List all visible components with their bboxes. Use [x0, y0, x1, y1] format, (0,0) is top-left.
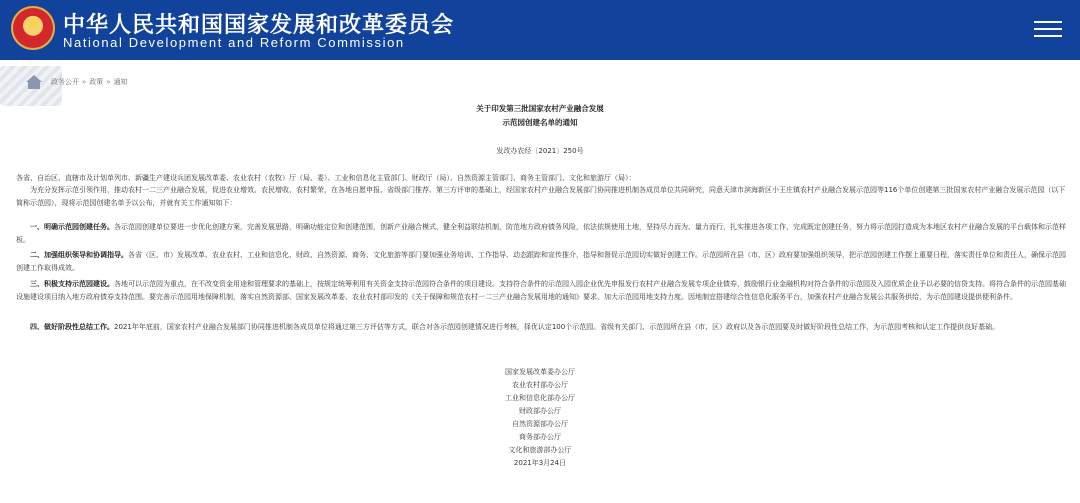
site-title-cn: 中华人民共和国国家发展和改革委员会: [63, 13, 455, 38]
signatory: 国家发展改革委办公厅: [505, 368, 575, 376]
section-text: 各省（区、市）发展改革、农业农村、工业和信息化、财政、自然资源、商务、文化旅游等部门要加强业务培训、工作指导、动态跟踪和宣传推介，指导和督促示范园切实做好创建工作。示范园所在县（市、区）政府要加强组织领导，把示范园创建工作摆上重要日程，落实责任单位和责任人，确保示范园创建工作取得成效。: [16, 251, 1066, 272]
doc-title-line1: 关于印发第三批国家农村产业融合发展: [476, 104, 604, 113]
signatory: 文化和旅游部办公厅: [508, 446, 572, 454]
doc-section-2: [16, 249, 1066, 274]
section-lead: 四、做好阶段性总结工作。: [30, 323, 114, 331]
breadcrumb-sep: »: [106, 78, 111, 86]
signatory: 商务部办公厅: [519, 433, 561, 441]
doc-intro: 为充分发挥示范引领作用，推动农村一二三产业融合发展，促进农业增效、农民增收、农村繁荣，在各地自愿申报、省级部门推荐、第三方评审的基础上，经国家农村产业融合发展部门协同推进机制各成员单位共同研究，同意天津市滨海新区小王庄镇农村产业融合发展示范园等116个单位创建第三批国家农村产业融合发展示范园（以下简称示范园），现将示范园创建名单予以公布，并就有关工作通知如下：: [16, 186, 1066, 207]
doc-addressee: 各省、自治区、直辖市及计划单列市、新疆生产建设兵团发展改革委、农业农村（农牧）厅（局、委）、工业和信息化主管部门、财政厅（局）、自然资源主管部门、商务主管部门、文化和旅游厅（局）：: [16, 174, 636, 182]
section-text: 2021年年底前，国家农村产业融合发展部门协同推进机制各成员单位将通过第三方评估等方式，联合对各示范园创建情况进行考核，择优认定100个示范园。省级有关部门、示范园所在县（市、区）政府以及各示范园要及时做好阶段性总结工作，为示范园考核和认定工作提供良好基础。: [114, 323, 1000, 331]
national-emblem-icon: ★: [11, 6, 55, 50]
doc-section-4: [16, 321, 1066, 334]
section-text: 各地可以示范园为重点，在不改变资金用途和管理要求的基础上，按规定统筹利用有关资金支持示范园符合条件的项目建设。支持符合条件的示范园入园企业优先申报发行农村产业融合发展专项企业债券，鼓励银行业金融机构对符合条件的示范园及入园优质企业予以必要的信贷支持。将符合条件的示范园基础设施建设项目纳入地方政府债券支持范围。要完善示范园用地保障机制，落实自然资源部、国家发展改革委、农业农村部印发的《关于保障和规范农村一二三产业融合发展用地的通知》要求，加大示范园用地支持力度。因地制宜搭建综合性信息化服务平台，加强农村产业融合发展公共服务供给，为示范园建设提供便利条件。: [16, 280, 1066, 301]
section-text: 各示范园创建单位要进一步优化创建方案，完善发展思路，明确功能定位和创建范围，创新产业融合模式，健全利益联结机制，防范地方政府债务风险，依法依规使用土地，坚持尽力而为、量力而行，扎实推进各项工作，完成既定创建任务，努力将示范园打造成为本地区农村产业融合发展的平台载体和示范样板。: [16, 223, 1066, 244]
section-lead: 三、积极支持示范园建设。: [30, 280, 114, 288]
doc-section-1: [16, 221, 1066, 246]
home-icon[interactable]: [24, 73, 44, 91]
breadcrumb-item-notice[interactable]: 通知: [113, 78, 128, 86]
site-header: [0, 0, 1080, 60]
section-lead: 二、加强组织领导和协调指导。: [30, 251, 128, 259]
signatory-list: [0, 366, 1080, 470]
site-title-en: National Development and Reform Commission: [63, 35, 405, 50]
signatory: 农业农村部办公厅: [512, 381, 568, 389]
breadcrumb-item-policy[interactable]: 政策: [89, 78, 104, 86]
doc-title-line2: 示范园创建名单的通知: [502, 118, 578, 127]
doc-number: 发改办农经〔2021〕250号: [496, 147, 584, 155]
breadcrumb-sep: »: [82, 78, 87, 86]
section-lead: 一、明确示范园创建任务。: [30, 223, 114, 231]
signatory: 自然资源部办公厅: [512, 420, 568, 428]
menu-hamburger-icon[interactable]: [1034, 16, 1062, 40]
breadcrumb: [24, 74, 128, 90]
signatory: 财政部办公厅: [519, 407, 561, 415]
signatory: 工业和信息化部办公厅: [505, 394, 575, 402]
breadcrumb-item-gov[interactable]: 政务公开: [51, 78, 79, 86]
doc-section-3: [16, 278, 1066, 303]
doc-date: 2021年3月24日: [513, 459, 567, 467]
